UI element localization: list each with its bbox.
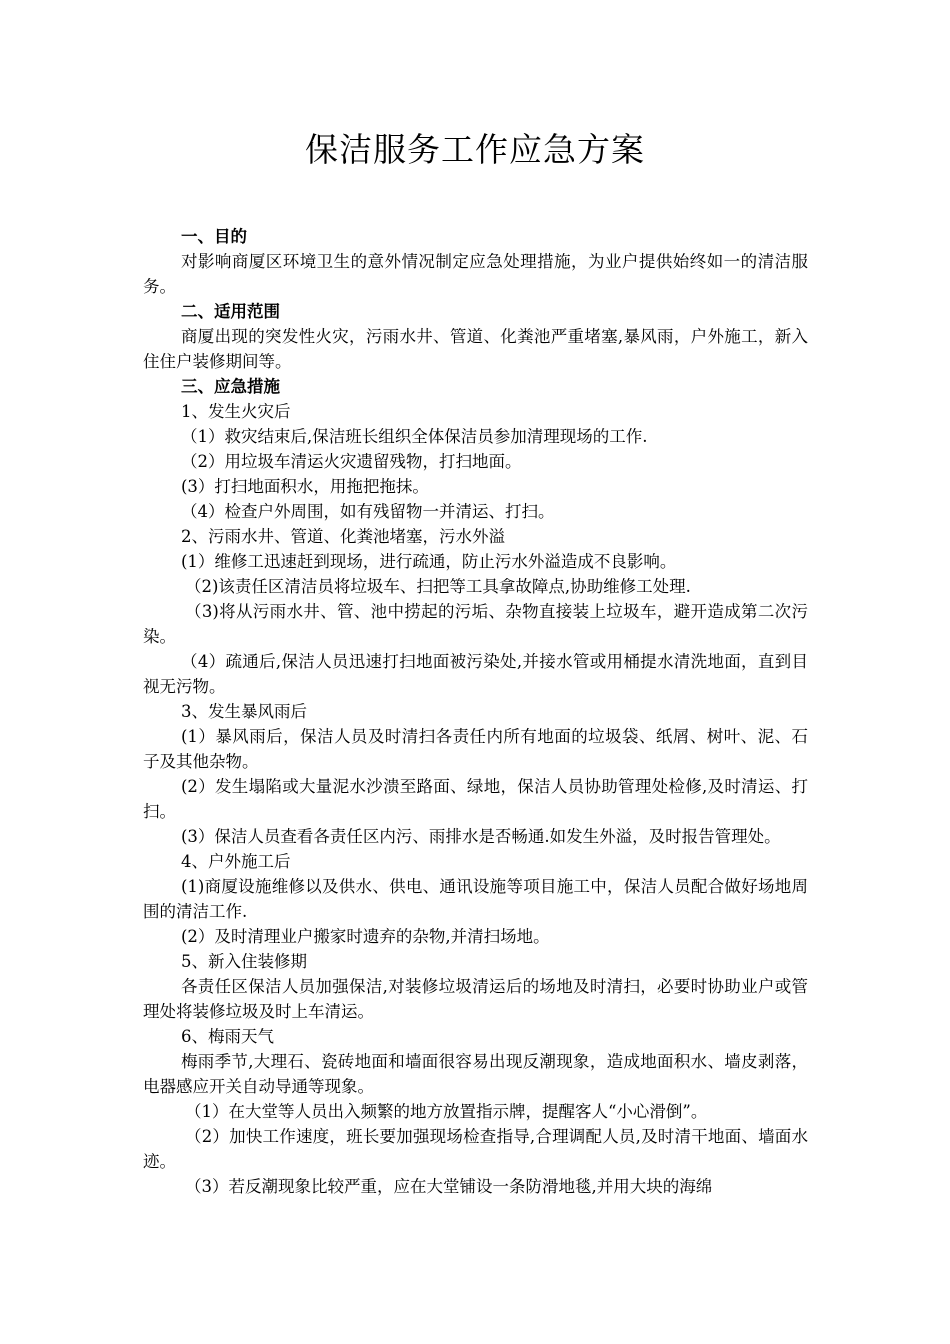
list-item: (2）发生塌陷或大量泥水沙溃至路面、绿地，保洁人员协助管理处检修,及时清运、打扫。 — [143, 777, 808, 821]
list-item: （2）加快工作速度，班长要加强现场检查指导,合理调配人员,及时清干地面、墙面水迹。 — [143, 1127, 808, 1171]
list-item: （1）救灾结束后,保洁班长组织全体保洁员参加清理现场的工作. — [181, 427, 648, 446]
subsection-heading: 2、污雨水井、管道、化粪池堵塞，污水外溢 — [181, 527, 505, 546]
list-item: （4）检查户外周围，如有残留物一并清运、打扫。 — [181, 502, 555, 521]
section-heading-scope: 二、适用范围 — [181, 302, 280, 321]
subsection-heading: 4、户外施工后 — [181, 852, 291, 871]
subsection-heading: 6、梅雨天气 — [181, 1027, 274, 1046]
paragraph: 对影响商厦区环境卫生的意外情况制定应急处理措施，为业户提供始终如一的清洁服务。 — [143, 252, 808, 296]
list-item: （3)将从污雨水井、管、池中捞起的污垢、杂物直接装上垃圾车，避开造成第二次污染。 — [143, 602, 808, 646]
section-heading-measures: 三、应急措施 — [181, 377, 280, 396]
list-item: (2）及时清理业户搬家时遗弃的杂物,并清扫场地。 — [181, 927, 550, 946]
subsection-heading: 3、发生暴风雨后 — [181, 702, 307, 721]
list-item: （1）在大堂等人员出入频繁的地方放置指示牌，提醒客人“小心滑倒”。 — [185, 1102, 708, 1121]
list-item: （2）用垃圾车清运火灾遗留残物，打扫地面。 — [181, 452, 522, 471]
list-item: (3）保洁人员查看各责任区内污、雨排水是否畅通.如发生外溢，及时报告管理处。 — [181, 827, 781, 846]
list-item: （2)该责任区清洁员将垃圾车、扫把等工具拿故障点,协助维修工处理. — [185, 577, 691, 596]
list-item: （3）若反潮现象比较严重，应在大堂铺设一条防滑地毯,并用大块的海绵 — [185, 1177, 713, 1196]
section-heading-purpose: 一、目的 — [181, 227, 247, 246]
list-item: (1）暴风雨后，保洁人员及时清扫各责任内所有地面的垃圾袋、纸屑、树叶、泥、石子及其他杂物。 — [143, 727, 808, 771]
document-title: 保洁服务工作应急方案 — [305, 130, 645, 169]
subsection-heading: 5、新入住装修期 — [181, 952, 307, 971]
list-item: （4）疏通后,保洁人员迅速打扫地面被污染处,并接水管或用桶提水清洗地面，直到目视无污物。 — [143, 652, 808, 696]
list-item: (1）维修工迅速赶到现场，进行疏通，防止污水外溢造成不良影响。 — [181, 552, 677, 571]
subsection-heading: 1、发生火灾后 — [181, 402, 291, 421]
document-body — [143, 224, 808, 1199]
paragraph: 商厦出现的突发性火灾，污雨水井、管道、化粪池严重堵塞,暴风雨，户外施工，新入住住户装修期间等。 — [143, 327, 808, 371]
paragraph: 各责任区保洁人员加强保洁,对装修垃圾清运后的场地及时清扫，必要时协助业户或管理处将装修垃圾及时上车清运。 — [143, 977, 808, 1021]
list-item: (3）打扫地面积水，用拖把拖抹。 — [181, 477, 429, 496]
list-item: (1)商厦设施维修以及供水、供电、通讯设施等项目施工中，保洁人员配合做好场地周围的清洁工作. — [143, 877, 808, 921]
paragraph: 梅雨季节,大理石、瓷砖地面和墙面很容易出现反潮现象，造成地面积水、墙皮剥落，电器感应开关自动导通等现象。 — [143, 1052, 808, 1096]
